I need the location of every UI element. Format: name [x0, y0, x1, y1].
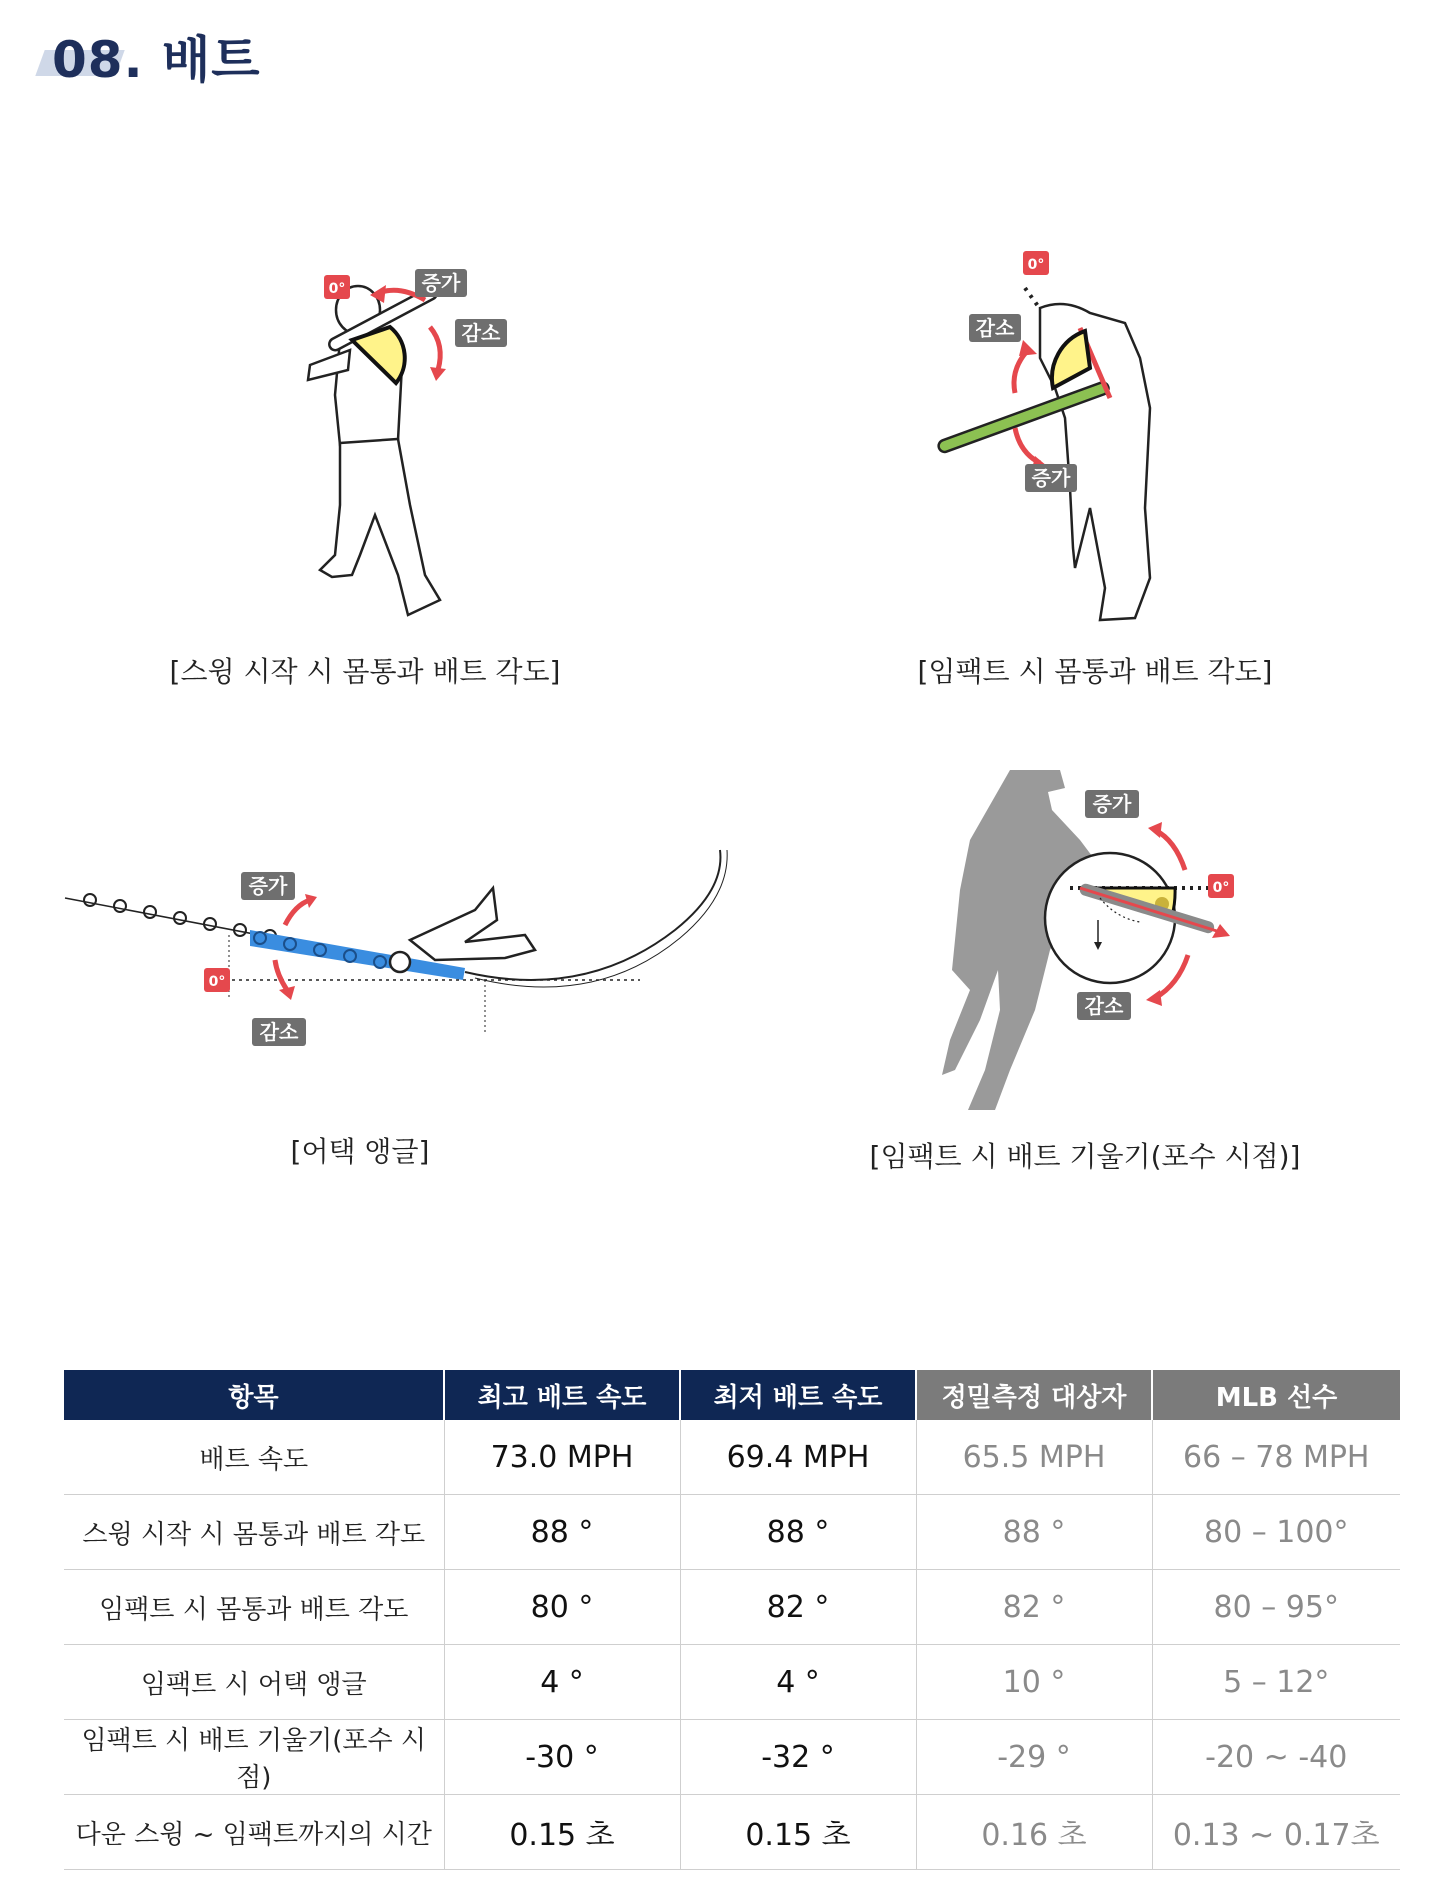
cell-max: -30 ° — [444, 1720, 680, 1795]
cell-max: 0.15 초 — [444, 1795, 680, 1870]
increase-tag-text: 증가 — [1092, 792, 1132, 816]
table-row — [64, 1570, 1400, 1645]
batter-illustration — [1040, 304, 1150, 620]
row-label: 배트 속도 — [64, 1420, 444, 1495]
cell-max: 80 ° — [444, 1570, 680, 1645]
header-min-bat-speed: 최저 배트 속도 — [680, 1370, 916, 1420]
zero-tag-text: 0° — [208, 974, 226, 990]
figure-bat-tilt — [940, 770, 1270, 1115]
table-row — [64, 1795, 1400, 1870]
cell-min: -32 ° — [680, 1720, 916, 1795]
table-row — [64, 1645, 1400, 1720]
decrease-arrow — [430, 327, 440, 370]
figure-caption-impact: [임팩트 시 몸통과 배트 각도] — [917, 655, 1273, 688]
decrease-arrowhead — [1146, 990, 1162, 1006]
cell-max: 88 ° — [444, 1495, 680, 1570]
cell-subjects: 10 ° — [916, 1645, 1152, 1720]
zero-tag-text: 0° — [328, 281, 346, 297]
figure-attack-angle — [65, 850, 735, 1050]
ball-path — [65, 898, 275, 938]
cell-mlb: 5 – 12° — [1152, 1645, 1400, 1720]
zero-tag-text: 0° — [1212, 880, 1230, 896]
cell-mlb: -20 ~ -40 — [1152, 1720, 1400, 1795]
figure-caption-bat-tilt: [임팩트 시 배트 기울기(포수 시점)] — [869, 1140, 1301, 1173]
swing-arc — [465, 850, 720, 980]
table-row — [64, 1720, 1400, 1795]
decrease-arrowhead — [279, 986, 295, 1000]
table-row — [64, 1420, 1400, 1495]
cell-min: 69.4 MPH — [680, 1420, 916, 1495]
table-header-row — [64, 1370, 1400, 1420]
cell-min: 82 ° — [680, 1570, 916, 1645]
increase-arrow — [285, 900, 310, 925]
cell-min: 0.15 초 — [680, 1795, 916, 1870]
zero-tag-text: 0° — [1027, 257, 1045, 273]
tilt-circle — [1045, 853, 1175, 983]
increase-arrowhead — [1148, 822, 1162, 838]
decrease-arrow — [275, 960, 287, 990]
row-label: 다운 스윙 ~ 임팩트까지의 시간 — [64, 1795, 444, 1870]
figure-swing-start — [290, 255, 550, 640]
row-label: 임팩트 시 어택 앵글 — [64, 1645, 444, 1720]
cell-subjects: 65.5 MPH — [916, 1420, 1152, 1495]
increase-tag-text: 증가 — [1031, 466, 1071, 490]
bat-metrics-table — [64, 1370, 1400, 1870]
section-title: 08. 배트 — [52, 31, 261, 89]
header-mlb-players: MLB 선수 — [1152, 1370, 1400, 1420]
increase-tag-text: 증가 — [248, 874, 288, 898]
ball-trail — [84, 894, 276, 942]
cell-subjects: 82 ° — [916, 1570, 1152, 1645]
decrease-tag-text: 감소 — [1084, 994, 1124, 1018]
decrease-arrowhead — [1019, 340, 1037, 356]
decrease-tag-text: 감소 — [461, 321, 501, 345]
increase-tag-text: 증가 — [421, 271, 461, 295]
cell-max: 4 ° — [444, 1645, 680, 1720]
table-row — [64, 1495, 1400, 1570]
cell-min: 4 ° — [680, 1645, 916, 1720]
cell-mlb: 66 – 78 MPH — [1152, 1420, 1400, 1495]
decrease-tag-text: 감소 — [975, 316, 1015, 340]
row-label: 스윙 시작 시 몸통과 배트 각도 — [64, 1495, 444, 1570]
cell-max: 73.0 MPH — [444, 1420, 680, 1495]
cell-mlb: 0.13 ~ 0.17초 — [1152, 1795, 1400, 1870]
header-max-bat-speed: 최고 배트 속도 — [444, 1370, 680, 1420]
decrease-tag-text: 감소 — [259, 1020, 299, 1044]
cell-mlb: 80 – 95° — [1152, 1570, 1400, 1645]
figure-impact — [925, 248, 1175, 628]
cell-subjects: 0.16 초 — [916, 1795, 1152, 1870]
cell-mlb: 80 – 100° — [1152, 1495, 1400, 1570]
decrease-arrowhead — [430, 367, 446, 381]
header-precision-subjects: 정밀측정 대상자 — [916, 1370, 1152, 1420]
cell-min: 88 ° — [680, 1495, 916, 1570]
figure-caption-attack-angle: [어택 앵글] — [290, 1135, 430, 1168]
cell-subjects: -29 ° — [916, 1720, 1152, 1795]
cell-subjects: 88 ° — [916, 1495, 1152, 1570]
row-label: 임팩트 시 몸통과 배트 각도 — [64, 1570, 444, 1645]
figure-caption-swing-start: [스윙 시작 시 몸통과 배트 각도] — [169, 655, 561, 688]
header-item: 항목 — [64, 1370, 444, 1420]
row-label: 임팩트 시 배트 기울기(포수 시점) — [64, 1720, 444, 1795]
